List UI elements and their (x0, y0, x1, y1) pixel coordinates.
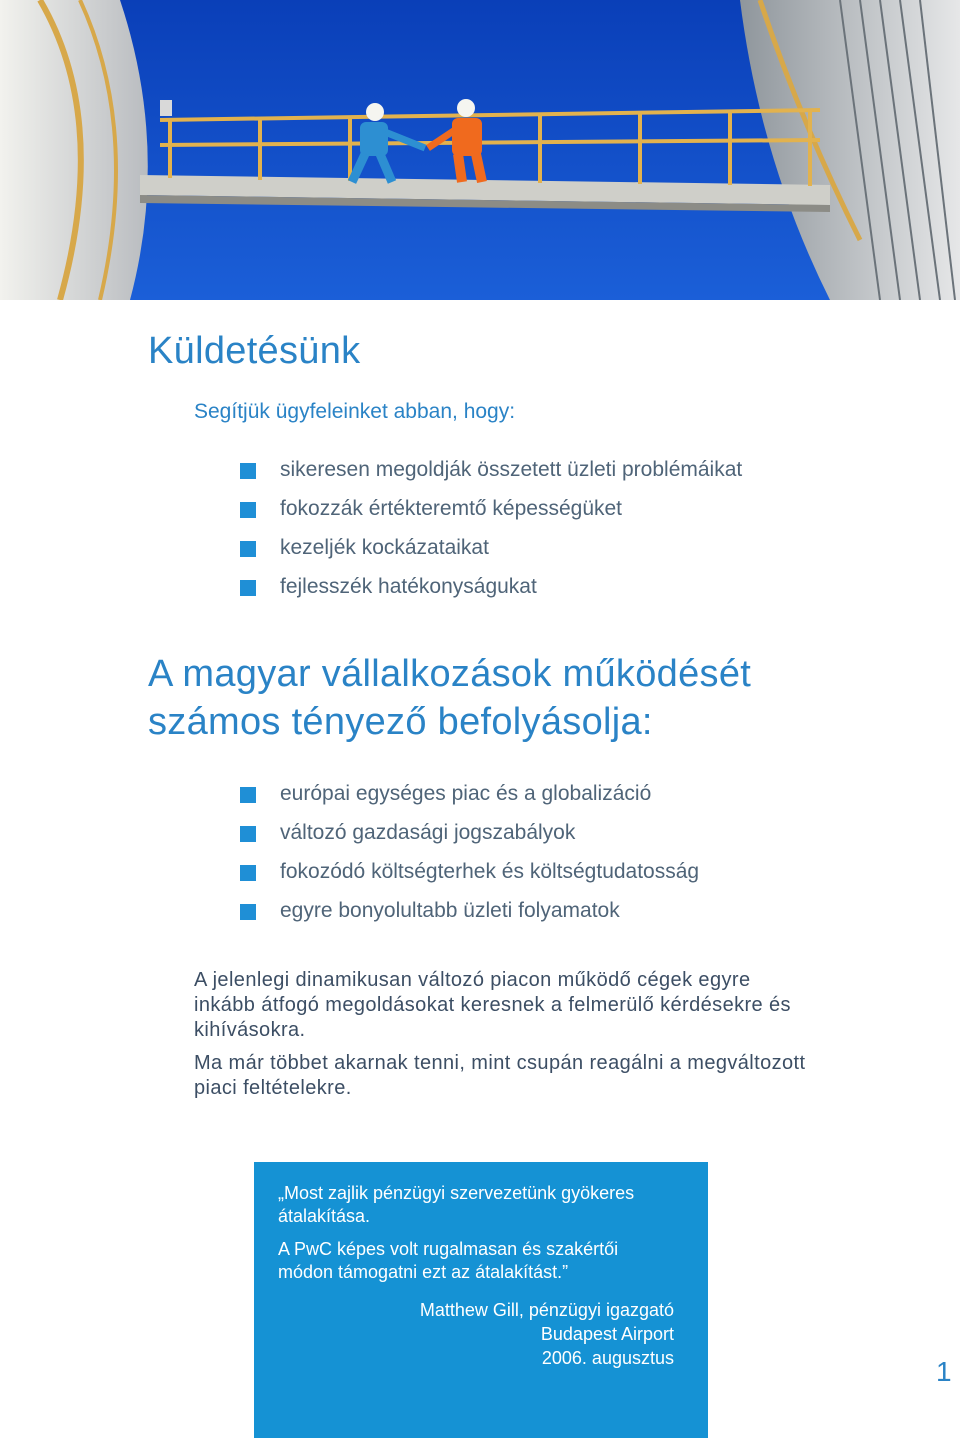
list-item (240, 776, 699, 815)
list-item (240, 452, 742, 491)
quote-text: A PwC képes volt rugalmasan és szakértői módon támogatni ezt az átalakítást.” (278, 1239, 619, 1282)
testimonial-quote-box (254, 1162, 708, 1438)
square-bullet-icon (240, 541, 256, 557)
mission-intro: Segítjük ügyfeleinket abban, hogy: (194, 400, 516, 423)
quote-company: Budapest Airport (540, 1324, 674, 1344)
factors-title-line2: számos tényező befolyásolja: (148, 701, 653, 743)
square-bullet-icon (240, 463, 256, 479)
factors-list (240, 776, 699, 932)
mission-title: Küldetésünk (148, 330, 361, 372)
list-item (240, 530, 742, 569)
quote-author: Matthew Gill, pénzügyi igazgató (419, 1300, 674, 1320)
body-paragraph: Ma már többet akarnak tenni, mint csupán reagálni a megváltozott piaci feltételekre. (194, 1052, 806, 1099)
body-paragraph: A jelenlegi dinamikusan változó piacon működő cégek egyre inkább átfogó megoldásokat keresnek a felmerülő kérdésekre és kihívásokra. (194, 969, 791, 1041)
list-item (240, 815, 699, 854)
list-item (240, 491, 742, 530)
list-item-text: sikeresen megoldják összetett üzleti problémáikat (280, 458, 743, 481)
list-item-text: kezeljék kockázataikat (280, 536, 489, 559)
square-bullet-icon (240, 826, 256, 842)
quote-date: 2006. augusztus (541, 1348, 674, 1368)
quote-signature (420, 1298, 674, 1370)
quote-text: „Most zajlik pénzügyi szervezetünk gyökeres átalakítása. (278, 1183, 635, 1226)
list-item (240, 893, 699, 932)
list-item-text: változó gazdasági jogszabályok (280, 821, 576, 844)
square-bullet-icon (240, 580, 256, 596)
list-item-text: egyre bonyolultabb üzleti folyamatok (280, 899, 620, 922)
list-item-text: fejlesszék hatékonyságukat (280, 575, 537, 598)
square-bullet-icon (240, 865, 256, 881)
list-item-text: fokozódó költségterhek és költségtudatosság (280, 860, 700, 883)
square-bullet-icon (240, 502, 256, 518)
list-item (240, 569, 742, 608)
hero-photo (0, 0, 960, 300)
industrial-walkway-photo (0, 0, 960, 300)
factors-title (148, 650, 751, 746)
page-number: 1 (936, 1356, 952, 1387)
factors-title-line1: A magyar vállalkozások működését (148, 653, 752, 695)
list-item (240, 854, 699, 893)
body-text (194, 968, 814, 1109)
list-item-text: fokozzák értékteremtő képességüket (280, 497, 623, 520)
square-bullet-icon (240, 787, 256, 803)
square-bullet-icon (240, 904, 256, 920)
mission-list (240, 452, 742, 608)
list-item-text: európai egységes piac és a globalizáció (280, 782, 652, 805)
